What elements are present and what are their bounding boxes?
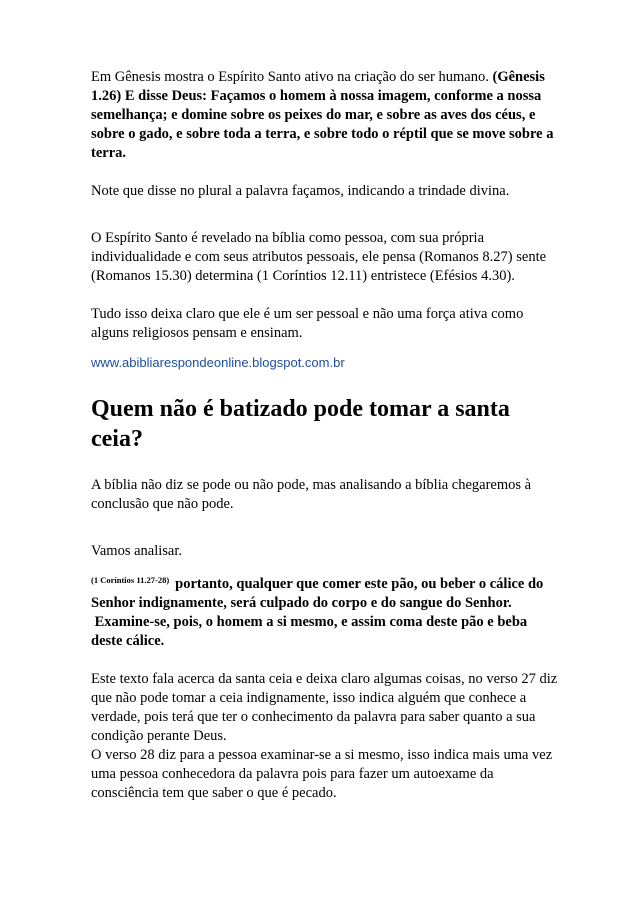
paragraph-holy-spirit-person: O Espírito Santo é revelado na bíblia como pessoa, com sua própria individualidade e com seus atributos pessoais, ele pensa (Romanos 8.27) sente (Romanos 15.30) determina (1 Coríntios 12.11) entristece (Efésios 4.30). — [91, 230, 547, 284]
verse-part-b: Examine-se, pois, o homem a si mesmo, e assim coma deste pão e beba deste cálice. — [91, 614, 528, 649]
corinthians-verse-b — [91, 613, 561, 651]
paragraph-explanation: Este texto fala acerca da santa ceia e deixa claro algumas coisas, no verso 27 diz que não pode tomar a ceia indignamente, isso indica alguém que conhece a verdade, pois terá que ter o conhecimento da palavra para saber quanto a sua condição perante Deus. — [91, 671, 558, 744]
genesis-verse: (Gênesis 1.26) E disse Deus: Façamos o homem à nossa imagem, conforme a nossa semelhança; e domine sobre os peixes do mar, e sobre as aves dos céus, e sobre o gado, e sobre toda a terra, e sobre todo o réptil que se move sobre a terra. — [91, 69, 554, 161]
blog-link[interactable]: www.abibliarespondeonline.blogspot.com.br — [91, 355, 345, 370]
intro-text: Em Gênesis mostra o Espírito Santo ativo na criação do ser humano. — [91, 69, 489, 85]
corinthians-verse — [91, 571, 561, 613]
verse-part-a: portanto, qualquer que comer este pão, ou beber o cálice do Senhor indignamente, será culpado do corpo e do sangue do Senhor. — [91, 576, 544, 611]
document-page — [91, 68, 561, 803]
section-heading: Quem não é batizado pode tomar a santa ceia? — [91, 396, 510, 452]
paragraph-plural-note: Note que disse no plural a palavra façamos, indicando a trindade divina. — [91, 183, 510, 199]
paragraph-verse-28: O verso 28 diz para a pessoa examinar-se a si mesmo, isso indica mais uma vez uma pessoa conhecedora da palavra pois para fazer um autoexame da consciência tem que saber o que é pecado. — [91, 747, 553, 801]
paragraph-personal-being: Tudo isso deixa claro que ele é um ser pessoal e não uma força ativa como alguns religiosos pensam e ensinam. — [91, 306, 524, 341]
paragraph-lets-analyze: Vamos analisar. — [91, 543, 183, 559]
paragraph-intro — [91, 68, 561, 163]
verse-reference: (1 Coríntios 11.27-28) — [91, 575, 170, 585]
paragraph-bible-analysis: A bíblia não diz se pode ou não pode, mas analisando a bíblia chegaremos à conclusão que não pode. — [91, 477, 532, 512]
